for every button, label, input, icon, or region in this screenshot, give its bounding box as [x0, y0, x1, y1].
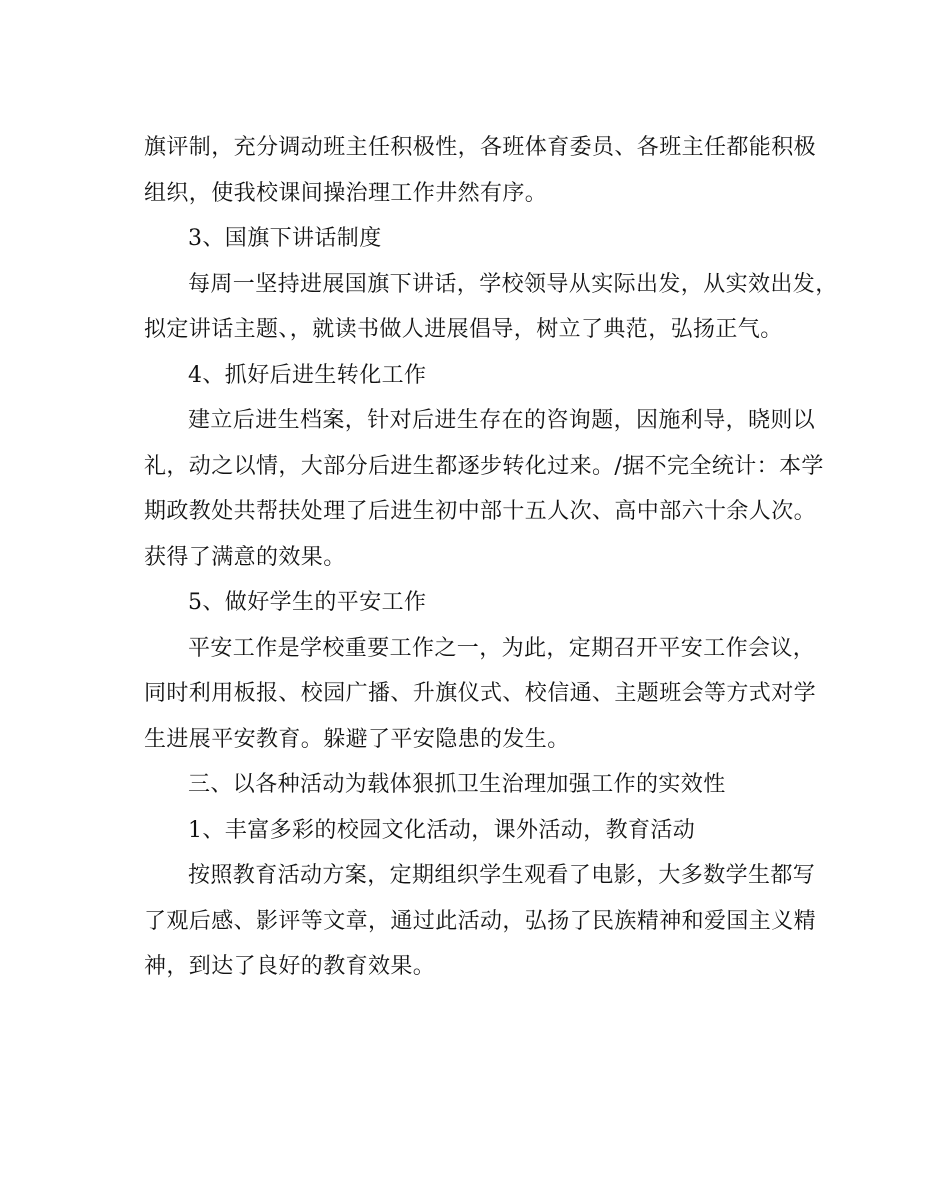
- section-heading: 1、丰富多彩的校园文化活动，课外活动，教育活动: [188, 817, 696, 843]
- section-heading: 4、抓好后进生转化工作: [188, 362, 427, 388]
- text-line: 组织，使我校课间操治理工作井然有序。: [144, 180, 548, 206]
- section-heading: 三、以各种活动为载体狠抓卫生治理加强工作的实效性: [188, 772, 726, 797]
- text-line: 按照教育活动方案，定期组织学生观看了电影，大多数学生都写: [188, 863, 816, 888]
- text-line: 每周一坚持进展国旗下讲话，学校领导从实际出发，从实效出发，: [188, 271, 838, 297]
- text-line: 获得了满意的效果。: [144, 544, 346, 570]
- text-line: 期政教处共帮扶处理了后进生初中部十五人次、高中部六十余人次。: [144, 499, 817, 524]
- text-line: 同时利用板报、校园广播、升旗仪式、校信通、主题班会等方式对学: [144, 681, 817, 706]
- text-line: 神，到达了良好的教育效果。: [144, 954, 436, 979]
- text-line: 礼，动之以情，大部分后进生都逐步转化过来。/据不完全统计：本学: [144, 453, 824, 479]
- text-line: 生进展平安教育。躲避了平安隐患的发生。: [144, 726, 570, 752]
- text-line: 拟定讲话主题、，就读书做人进展倡导，树立了典范，弘扬正气。: [144, 317, 783, 342]
- text-line: 建立后进生档案，针对后进生存在的咨询题，因施利导，晓则以: [188, 408, 816, 433]
- section-heading: 5、做好学生的平安工作: [188, 590, 427, 615]
- text-line: 旗评制，充分调动班主任积极性，各班体育委员、各班主任都能积极: [144, 135, 817, 160]
- text-line: 了观后感、影评等文章，通过此活动，弘扬了民族精神和爱国主义精: [144, 908, 817, 934]
- section-heading: 3、国旗下讲话制度: [188, 226, 382, 251]
- text-line: 平安工作是学校重要工作之一，为此，定期召开平安工作会议，: [188, 635, 816, 661]
- document-body: [144, 125, 838, 990]
